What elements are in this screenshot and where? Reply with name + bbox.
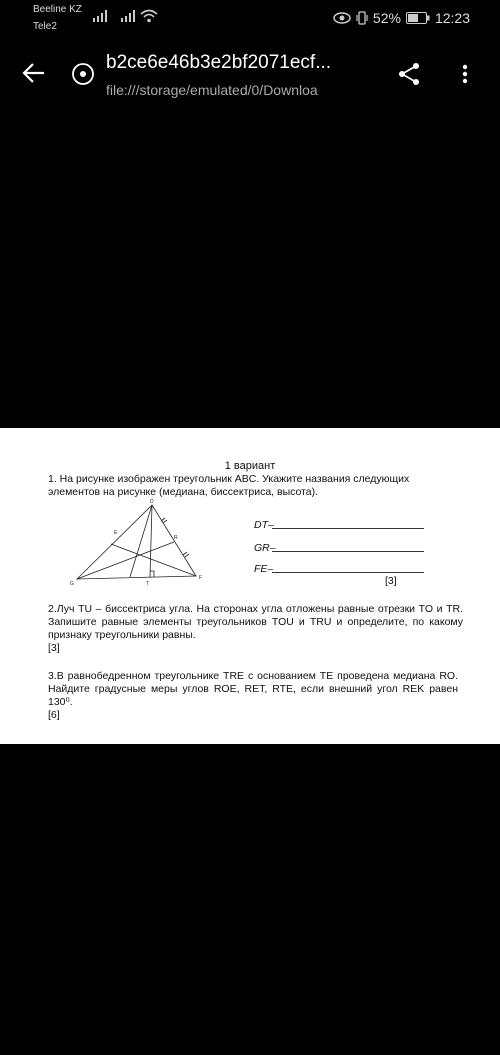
label-e: E bbox=[114, 530, 118, 536]
document-path: file:///storage/emulated/0/Downloa bbox=[106, 82, 318, 98]
question-3 bbox=[48, 670, 458, 722]
answer-fe-line bbox=[272, 572, 424, 573]
document-title: b2ce6e46b3e2bf2071ecf... bbox=[106, 52, 332, 73]
more-options-icon[interactable] bbox=[462, 64, 468, 84]
score-2: [3] bbox=[48, 642, 60, 654]
question-3-text: 3.В равнобедренном треугольнике TRE с основанием TE проведена медиана RO. Найдите градусные меры углов ROE, RET, RTE, если внешний угол REK равен 130⁰. bbox=[48, 670, 458, 708]
answer-fe-label: FE– bbox=[254, 563, 274, 575]
app-bar bbox=[0, 40, 500, 112]
wifi-icon bbox=[140, 9, 158, 23]
back-arrow-icon[interactable] bbox=[22, 62, 46, 84]
document-page bbox=[0, 428, 500, 744]
question-2-text: 2.Луч TU – биссектриса угла. На сторонах угла отложены равные отрезки TO и TR. Запишите равные элементы треугольников TOU и TRU и определите, по какому признаку треугольники равны. bbox=[48, 603, 463, 641]
score-3: [6] bbox=[48, 709, 60, 721]
eye-comfort-icon bbox=[333, 12, 351, 24]
share-icon[interactable] bbox=[397, 62, 421, 86]
variant-heading: 1 вариант bbox=[224, 460, 276, 472]
signal-icon-1 bbox=[93, 10, 109, 22]
battery-icon bbox=[406, 12, 430, 24]
label-d: D bbox=[150, 499, 154, 505]
empty-viewer-area bbox=[0, 744, 500, 1055]
answer-gr-label: GR– bbox=[254, 542, 276, 554]
label-f: F bbox=[199, 575, 203, 581]
answer-gr-line bbox=[272, 551, 424, 552]
label-t: T bbox=[146, 581, 150, 587]
answer-dt-line bbox=[272, 528, 424, 529]
score-1: [3] bbox=[385, 575, 397, 587]
label-r: R bbox=[174, 535, 178, 541]
battery-percent: 52% bbox=[372, 10, 401, 26]
triangle-figure bbox=[68, 499, 238, 589]
signal-icon-2 bbox=[121, 10, 137, 22]
question-2 bbox=[48, 603, 463, 655]
carrier-name-1: Beeline KZ bbox=[33, 4, 82, 15]
pdf-file-icon bbox=[72, 63, 94, 85]
question-1: 1. На рисунке изображен треугольник ABC. Укажите названия следующих элементов на рисунке (медиана, биссектриса, высота). bbox=[48, 473, 410, 498]
label-g: G bbox=[70, 581, 74, 587]
answer-dt-label: DT– bbox=[254, 519, 274, 531]
status-bar bbox=[0, 0, 500, 38]
carrier-name-2: Tele2 bbox=[33, 21, 57, 32]
vibrate-icon bbox=[356, 11, 368, 25]
clock: 12:23 bbox=[434, 10, 470, 26]
system-status-group bbox=[333, 10, 470, 26]
